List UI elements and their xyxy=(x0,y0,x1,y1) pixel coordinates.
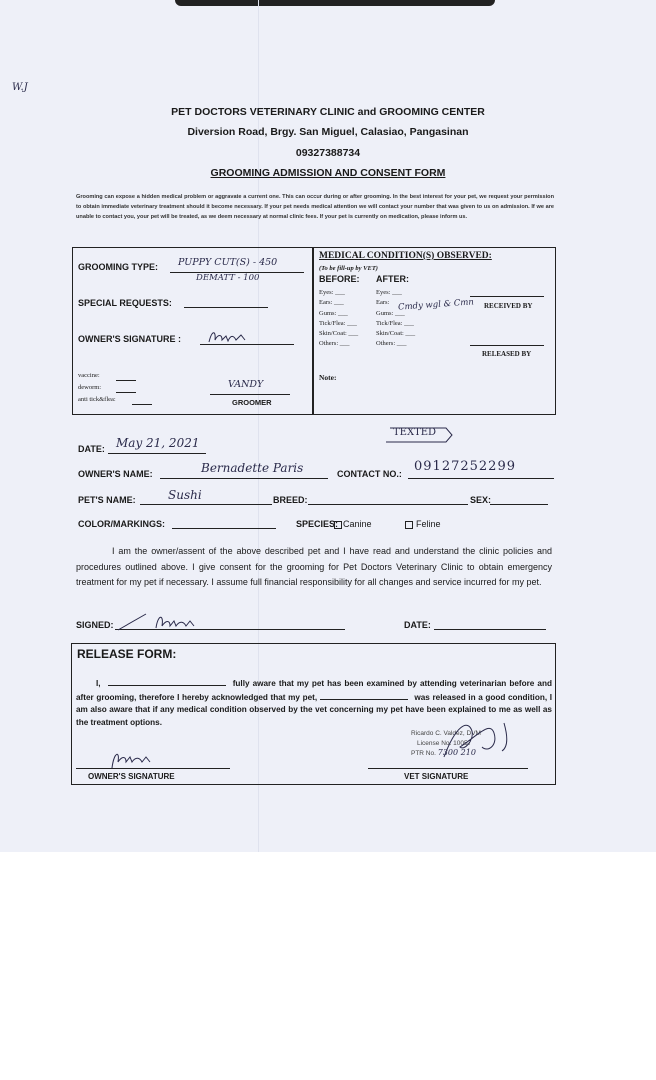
vet-signature-label: VET SIGNATURE xyxy=(404,772,469,781)
owner-signature-label: OWNER'S SIGNATURE : xyxy=(78,334,181,344)
special-requests-field[interactable] xyxy=(184,307,268,308)
vaccine-label: vaccine: xyxy=(78,372,100,379)
consent-paragraph: I am the owner/assent of the above described pet and I have read and understand the clinic policies and procedures outlined above. I give consent for the grooming for Pet Doctors Veterinary Clinic to obtain emergency treatment for my pet if necessary. I assume full financial responsibility for all changes and service incurred for my pet. xyxy=(76,546,552,587)
groomer-value: VANDY xyxy=(228,379,264,390)
after-others: Others: ___ xyxy=(376,340,407,348)
before-tick-flea: Tick/Flea: ___ xyxy=(319,319,357,327)
canine-label: Canine xyxy=(343,519,372,529)
texted-arrow-icon xyxy=(382,424,456,446)
clinic-name: PET DOCTORS VETERINARY CLINIC and GROOMING CENTER xyxy=(171,106,485,118)
vet-signature-scribble xyxy=(438,717,518,763)
form-title: GROOMING ADMISSION AND CONSENT FORM xyxy=(210,167,446,179)
after-tick-flea: Tick/Flea: ___ xyxy=(376,319,414,327)
clinic-phone: 09327388734 xyxy=(295,147,361,159)
breed-field[interactable] xyxy=(308,504,468,505)
signed-date-label: DATE: xyxy=(404,620,431,630)
date-label: DATE: xyxy=(78,444,105,454)
after-skin-coat: Skin/Coat: ___ xyxy=(376,330,416,338)
vet-stamp-ptr-label: PTR No. xyxy=(411,750,436,757)
received-by-label: RECEIVED BY xyxy=(484,302,533,310)
species-label: SPECIES: xyxy=(296,519,339,529)
feline-label: Feline xyxy=(416,519,441,529)
release-form-title: RELEASE FORM: xyxy=(77,647,177,661)
vet-signature-field[interactable] xyxy=(368,768,528,769)
color-markings-field[interactable] xyxy=(172,528,276,529)
margin-note: W.J xyxy=(12,82,28,93)
before-skin-coat: Skin/Coat: ___ xyxy=(319,330,359,338)
before-eyes: Eyes: ___ xyxy=(319,289,345,296)
deworm-field[interactable] xyxy=(116,392,136,393)
after-gums: Gums: ___ xyxy=(376,309,405,317)
date-field[interactable] xyxy=(108,453,206,454)
release-owner-signature-field[interactable] xyxy=(76,768,230,769)
release-line1-start: I, xyxy=(96,679,101,688)
ears-handwritten-note: Cmdy wgl & Cmn xyxy=(397,297,475,313)
grooming-box xyxy=(72,247,556,415)
before-ears: Ears: ___ xyxy=(319,299,344,307)
release-owner-signature-label: OWNER'S SIGNATURE xyxy=(88,772,175,781)
sex-label: SEX: xyxy=(470,495,492,505)
release-line1-rest: fully aware that my pet has been examined by attending veterinarian before and after grooming, therefore I hereby acknowledged that my pet, xyxy=(76,679,552,702)
released-by-label: RELEASED BY xyxy=(482,350,532,358)
box-divider xyxy=(312,247,314,415)
contact-value: 09127252299 xyxy=(414,459,516,474)
received-by-field[interactable] xyxy=(470,296,544,297)
after-label: AFTER: xyxy=(376,274,409,284)
anti-tick-label: anti tick&flea: xyxy=(78,396,116,403)
owner-signature-scribble xyxy=(206,328,248,346)
pet-name-field[interactable] xyxy=(140,504,272,505)
released-by-field[interactable] xyxy=(470,345,544,346)
after-eyes: Eyes: ___ xyxy=(376,289,402,296)
after-items xyxy=(376,288,415,350)
note-label: Note: xyxy=(319,373,337,382)
before-gums: Gums: ___ xyxy=(319,309,348,317)
clinic-address: Diversion Road, Brgy. San Miguel, Calasiao, Pangasinan xyxy=(187,126,469,138)
medical-condition-title: MEDICAL CONDITION(S) OBSERVED: xyxy=(319,251,492,261)
breed-label: BREED: xyxy=(273,495,308,505)
grooming-type-label: GROOMING TYPE: xyxy=(78,262,159,272)
contact-field[interactable] xyxy=(408,478,554,479)
pet-name-label: PET'S NAME: xyxy=(78,495,136,505)
after-ears: Ears: xyxy=(376,299,390,307)
date-value: May 21, 2021 xyxy=(116,436,200,450)
before-label: BEFORE: xyxy=(319,274,360,284)
intro-paragraph: Grooming can expose a hidden medical problem or aggravate a current one. This can occur during or after grooming. In the best interest for your pet, we request your permission to obtain immediate veterinary treatment should it become necessary. If your pet needs medical attention we will contact your number that was given to us on admission. If we are unable to contact you, your pet will be treated, as we deem necessary at normal clinic fees. If your pet is currently on medication, please inform us. xyxy=(76,194,554,220)
before-items xyxy=(319,288,358,350)
anti-tick-field[interactable] xyxy=(132,404,152,405)
medical-condition-subtitle: (To be fill-up by VET) xyxy=(319,265,378,272)
contact-label: CONTACT NO.: xyxy=(337,469,402,479)
vaccine-field[interactable] xyxy=(116,380,136,381)
release-line2-rest: was released in a good condition, I am also aware that if any medical condition observed by the vet concerning my pet have been explained to me as well as the treatment options. xyxy=(76,692,552,727)
feline-checkbox[interactable] xyxy=(405,521,413,529)
scan-binding-edge xyxy=(175,0,495,6)
groomer-label: GROOMER xyxy=(232,398,272,407)
owner-name-field[interactable] xyxy=(160,478,328,479)
deworm-label: deworm: xyxy=(78,384,102,391)
owner-name-value: Bernadette Paris xyxy=(201,461,304,475)
before-others: Others: ___ xyxy=(319,340,350,348)
owner-name-label: OWNER'S NAME: xyxy=(78,469,153,479)
pet-name-value: Sushi xyxy=(168,488,202,502)
grooming-type-addon: DEMATT - 100 xyxy=(196,273,260,283)
signed-date-field[interactable] xyxy=(434,629,546,630)
released-pet-name-field[interactable] xyxy=(320,691,408,700)
special-requests-label: SPECIAL REQUESTS: xyxy=(78,298,172,308)
vet-stamp-name: Ricardo C. Valdez, DVM xyxy=(411,730,481,737)
signed-label: SIGNED: xyxy=(76,620,114,630)
grooming-type-value: PUPPY CUT(S) - 450 xyxy=(178,257,278,268)
consent-signature-scribble xyxy=(116,610,206,632)
canine-checkbox[interactable] xyxy=(334,521,342,529)
vet-stamp-ptr-value: 7300 210 xyxy=(437,748,476,757)
sex-field[interactable] xyxy=(490,504,548,505)
vet-stamp-license: License No. 10057 xyxy=(417,739,472,747)
release-owner-signature-scribble xyxy=(108,748,156,770)
color-markings-label: COLOR/MARKINGS: xyxy=(78,519,165,529)
owner-fullname-field[interactable] xyxy=(108,677,226,686)
texted-note: TEXTED xyxy=(393,427,437,438)
